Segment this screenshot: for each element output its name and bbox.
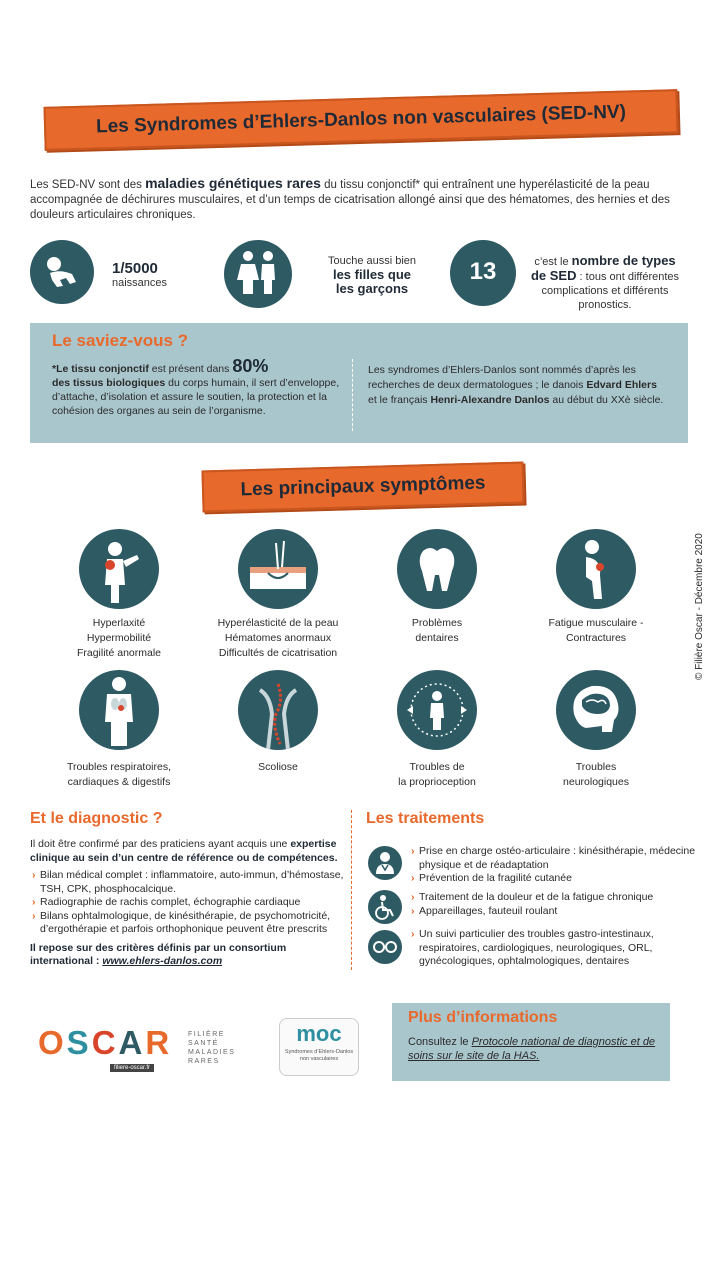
diagnostic-item: › Bilans ophtalmologique, de kinésithérapie, de psychomotricité, d’ergothérapie et parfois orthophonique peuvent être prescrits [30,910,350,937]
diagnostic-item: › Radiographie de rachis complet, échographie cardiaque [30,896,350,910]
symptom-7-line-1: Troubles de [409,761,465,773]
births-label: naissances [112,277,168,289]
treatment-item: › Appareillages, fauteuil roulant [410,905,700,919]
treatment-group-2 [410,891,700,918]
types-number: 13 [469,258,497,285]
oscar-wordmark: OSCAR [38,1024,173,1061]
intro-text-1: Les SED-NV sont des [30,179,146,191]
back-pain-icon [556,529,636,609]
symptom-5-line-2: cardiaques & digestifs [67,776,171,788]
doctor-icon [368,846,402,880]
oscar-url: filiere-oscar.fr [110,1064,154,1072]
diagnostic-intro: Il doit être confirmé par des praticiens ayant acquis une [30,838,291,850]
treatment-item: › Prévention de la fragilité cutanée [410,872,700,886]
oscar-tag-1: FILIÈRE [188,1031,225,1038]
biological-tissues-term: des tissus biologiques [52,377,166,389]
wheelchair-icon [368,890,402,924]
diagnostic-list [30,869,350,937]
intro-paragraph [30,176,702,223]
title-banner [44,89,679,151]
oscar-tagline [188,1030,235,1066]
organs-icon [79,670,159,750]
joint-pain-icon [79,529,159,609]
connective-mid: est présent dans [148,363,233,375]
history-text-1: Les syndromes d’Ehlers-Danlos sont nommés d’après les recherches de deux dermatologues ; le danois [368,364,636,391]
symptom-1-line-2: Hypermobilité [86,632,152,644]
diagnostic-section [30,838,350,969]
symptom-1-line-1: Hyperlaxité [92,617,146,629]
symptom-1-line-3: Fragilité anormale [76,647,162,659]
symptom-3-line-1: Problèmes [411,617,463,629]
did-you-know-left [52,356,342,418]
history-text-3: au début du XXè siècle. [549,394,664,406]
has-protocol-link[interactable]: Protocole national de diagnostic et de soins sur le site de la HAS. [408,1036,656,1062]
symptom-6-line-1: Scoliose [258,761,298,773]
baby-icon [30,240,94,304]
symptom-3-line-2: dentaires [415,632,459,644]
gender-line2: les filles que [332,267,412,282]
oscar-tag-3: MALADIES [188,1049,236,1056]
spine-icon [238,670,318,750]
symptom-label-6 [188,760,368,775]
symptom-2-line-2: Hématomes anormaux [224,632,332,644]
history-text-2: et le français [368,394,431,406]
types-count-badge [450,240,516,306]
proprioception-icon [397,670,477,750]
symptom-8-line-2: neurologiques [563,776,629,788]
ehlers-danlos-link[interactable]: www.ehlers-danlos.com [102,955,223,967]
types-strong2: de SED [530,268,577,283]
types-stat [520,254,690,312]
births-stat [112,262,167,290]
diagnostic-title: Et le diagnostic ? [30,810,163,827]
gender-line1: Touche aussi bien [327,255,417,267]
connective-rest: du corps humain, il sert d’enveloppe, d’attache, d’isolation et assure le soutien, la protection et la cohésion des organes au sein de l’organisme. [52,377,340,417]
did-you-know-box [30,323,688,443]
more-info-box [392,1003,670,1081]
treatment-item: › Un suivi particulier des troubles gastro-intestinaux, respiratoires, cardiologiques, neurologiques, ORL, gynécologiques, ophtalmologiques, dentaires [410,928,700,969]
copyright-text: © Filière Oscar - Décembre 2020 [694,533,705,680]
births-value: 1/5000 [112,260,158,277]
did-you-know-divider [352,359,353,431]
diagnostic-footer [30,942,350,969]
more-info-title: Plus d’informations [408,1009,558,1026]
section-divider [351,810,352,970]
did-you-know-title: Le saviez-vous ? [52,331,189,350]
symptom-4-line-2: Contractures [565,632,627,644]
symptom-label-7 [347,760,527,790]
symptom-2-line-3: Difficultés de cicatrisation [218,647,338,659]
oscar-logo [38,1024,238,1076]
skin-layers-icon [238,529,318,609]
symptom-5-line-1: Troubles respiratoires, [66,761,172,773]
diagnostic-item: › Bilan médical complet : inflammatoire, auto-immun, d’hémostase, TSH, CPK, phosphocalcique. [30,869,350,896]
ehlers-name: Edvard Ehlers [586,379,657,391]
tooth-icon [397,529,477,609]
symptoms-banner [201,462,524,513]
oscar-tag-2: SANTÉ [188,1040,219,1047]
brain-icon [556,670,636,750]
moc-tagline: Syndromes d’Ehlers-Danlos non vasculaires [284,1049,354,1062]
male-female-icon [224,240,292,308]
symptom-8-line-1: Troubles [575,761,617,773]
treatment-item: › Prise en charge ostéo-articulaire : kinésithérapie, médecine physique et de réadaptation [410,845,700,872]
diagnostic-intro-strong: expertise clinique au sein d’un centre de référence ou de compétences. [30,838,338,864]
types-strong1: nombre de types [571,253,676,268]
symptom-label-1 [29,616,209,661]
more-info-text [408,1035,658,1063]
diagnostic-footer-text: Il repose sur des critères définis par un consortium international : [30,941,287,967]
intro-highlight: maladies génétiques rares [145,175,321,191]
symptom-4-line-1: Fatigue musculaire - [548,617,644,629]
moc-logo [279,1018,359,1076]
symptom-2-line-1: Hyperélasticité de la peau [217,617,339,629]
symptom-label-3 [347,616,527,646]
page-title: Les Syndromes d’Ehlers-Danlos non vasculaires (SED-NV) [95,101,627,138]
treatments-title: Les traitements [366,810,485,827]
symptoms-title: Les principaux symptômes [240,472,486,501]
danlos-name: Henri-Alexandre Danlos [430,394,550,406]
types-pre: c’est le [534,256,572,268]
treatment-item: › Traitement de la douleur et de la fatigue chronique [410,891,700,905]
symptom-7-line-2: la proprioception [398,776,476,788]
gender-stat [312,254,432,296]
oscar-tag-4: RARES [188,1058,220,1065]
gender-line3: les garçons [335,281,409,296]
moc-wordmark: moc [296,1021,342,1046]
symptom-label-5 [29,760,209,790]
did-you-know-right [368,363,668,408]
glasses-icon [368,930,402,964]
treatment-group-3 [410,928,700,969]
more-info-lead: Consultez le [408,1036,472,1048]
symptom-label-2 [188,616,368,661]
types-post: : tous ont différentes complications et différents pronostics. [541,271,680,311]
symptom-label-8 [506,760,686,790]
percent-value: 80% [232,356,269,376]
connective-tissue-term: *Le tissu conjonctif [52,363,149,375]
treatment-group-1 [410,845,700,886]
symptom-label-4 [506,616,686,646]
intro-text-2: du tissu conjonctif* qui entraînent une hyperélasticité de la peau accompagnée de déchirures musculaires, et d’un temps de cicatrisation allongé ainsi que des hématomes, des hernies et des douleurs articulaires chroniques. [30,179,670,221]
